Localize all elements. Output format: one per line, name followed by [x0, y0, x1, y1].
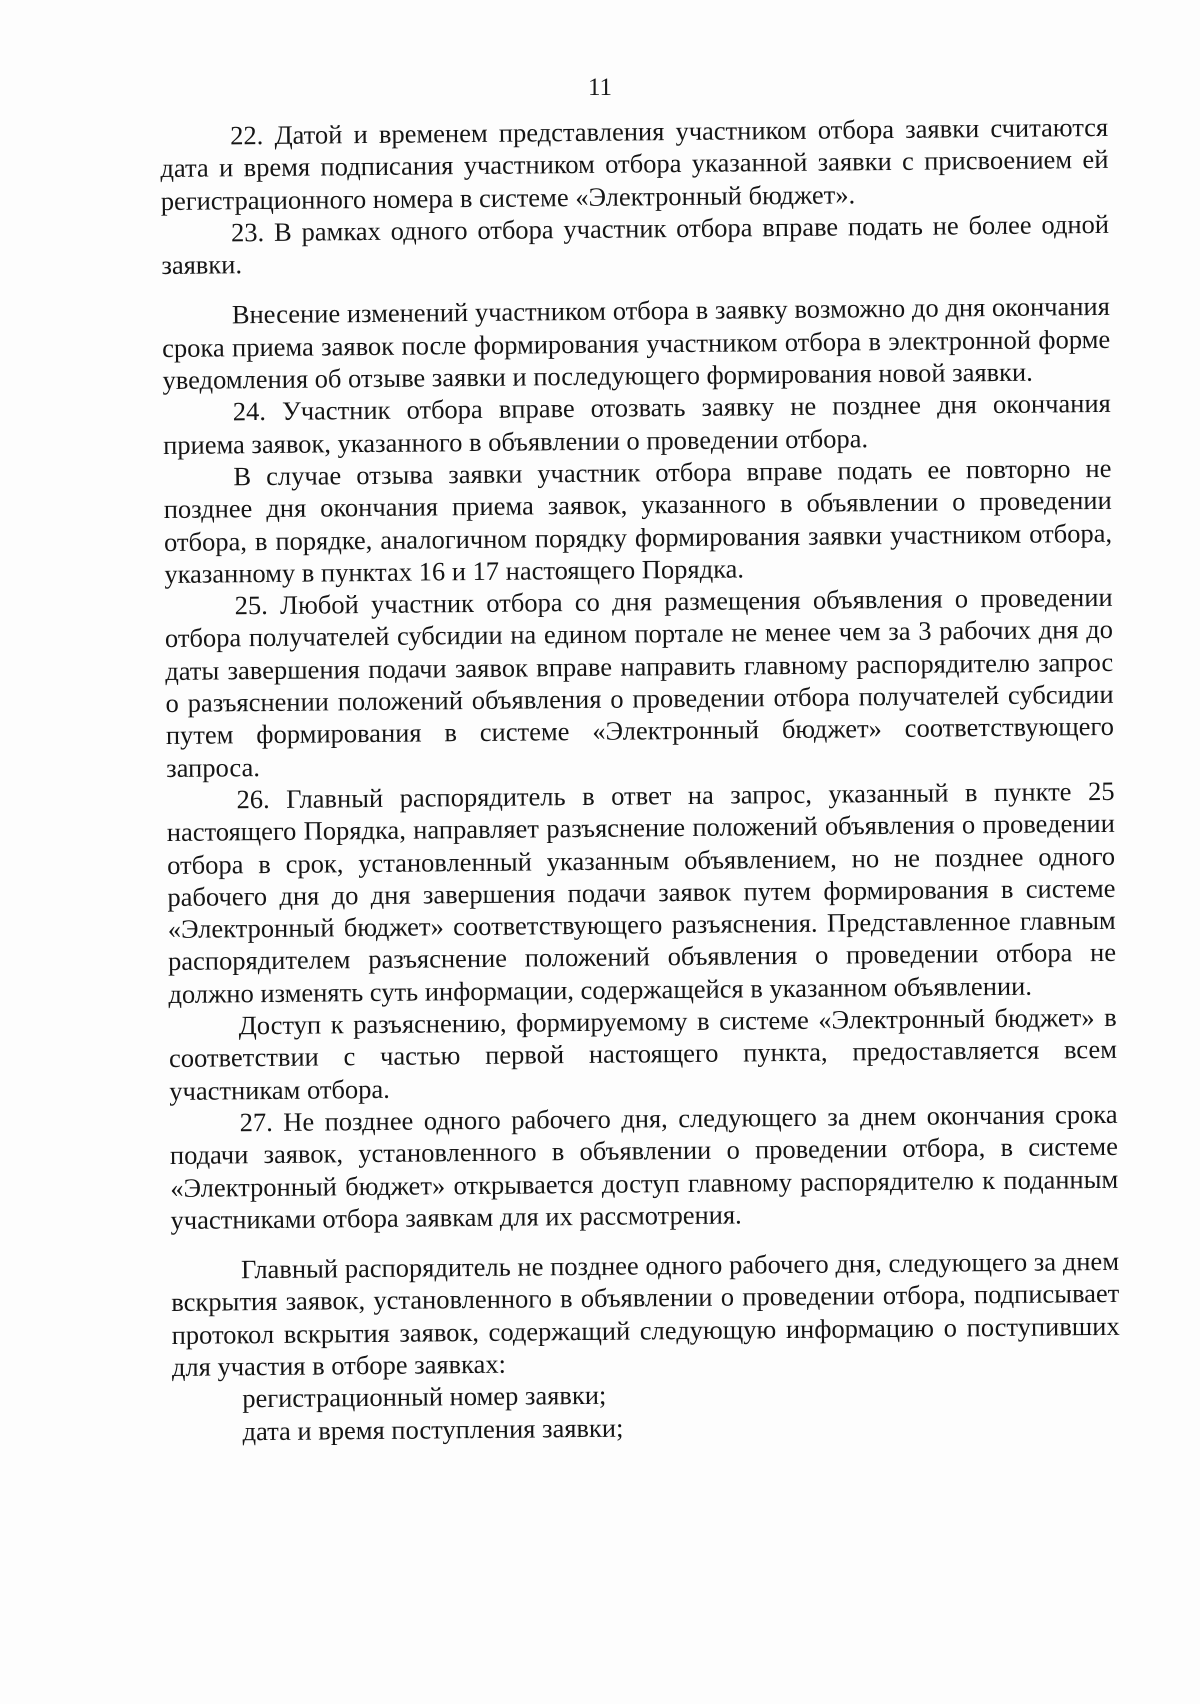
paragraph-23-changes: Внесение изменений участником отбора в заявку возможно до дня окончания срока приема заявок после формирования участником отбора в электронной форме уведомления об отзыве заявки и последующего формирования новой заявки.: [162, 291, 1111, 396]
page-number: 11: [587, 74, 613, 101]
paragraph-26-access: Доступ к разъяснению, формируемому в системе «Электронный бюджет» в соответствии с частью первой настоящего пункта, предоставляется всем участникам отбора.: [168, 1001, 1118, 1106]
document-body: [160, 111, 1121, 1448]
paragraph-27: 27. Не позднее одного рабочего дня, следующего за днем окончания срока подачи заявок, установленного в объявлении о проведении отбора, в системе «Электронный бюджет» открывается доступ главному распорядителю к поданным участниками отбора заявкам для их рассмотрения.: [169, 1098, 1119, 1235]
paragraph-22: 22. Датой и временем представления участником отбора заявки считаются дата и время подписания участником отбора указанной заявки с присвоением ей регистрационного номера в системе «Электронный бюджет».: [160, 111, 1109, 216]
paragraph-26: 26. Главный распорядитель в ответ на запрос, указанный в пункте 25 настоящего Порядка, направляет разъяснение положений объявления о проведении отбора в срок, установленный указанным объявлением, но не позднее одного рабочего дня до дня завершения подачи заявок путем формирования в системе «Электронный бюджет» соответствующего разъяснения. Представленное главным распорядителем разъяснение положений объявления о проведении отбора не должно изменять суть информации, содержащейся в указанном объявлении.: [166, 775, 1117, 1009]
paragraph-23: 23. В рамках одного отбора участник отбора вправе подать не более одной заявки.: [161, 208, 1110, 281]
paragraph-27-protocol: Главный распорядитель не позднее одного рабочего дня, следующего за днем вскрытия заявок, установленного в объявлении о проведении отбора, подписывает протокол вскрытия заявок, содержащий следующую информацию о поступивших для участия в отборе заявках:: [171, 1245, 1120, 1382]
paragraph-25: 25. Любой участник отбора со дня размещения объявления о проведении отбора получателей субсидии на едином портале не менее чем за 3 рабочих дня до даты завершения подачи заявок вправе направить главному распорядителю запрос о разъяснении положений объявления о проведении отбора получателей субсидии путем формирования в системе «Электронный бюджет» соответствующего запроса.: [164, 582, 1115, 783]
paragraph-24-withdrawal: В случае отзыва заявки участник отбора вправе подать ее повторно не позднее дня окончания приема заявок, указанного в объявлении о проведении отбора, в порядке, аналогичном порядку формирования заявки участником отбора, указанному в пунктах 16 и 17 настоящего Порядка.: [163, 452, 1113, 589]
paragraph-24: 24. Участник отбора вправе отозвать заявку не позднее дня окончания приема заявок, указанного в объявлении о проведении отбора.: [162, 388, 1111, 460]
list-item: дата и время поступления заявки;: [242, 1412, 624, 1446]
list-item: регистрационный номер заявки;: [242, 1380, 607, 1414]
